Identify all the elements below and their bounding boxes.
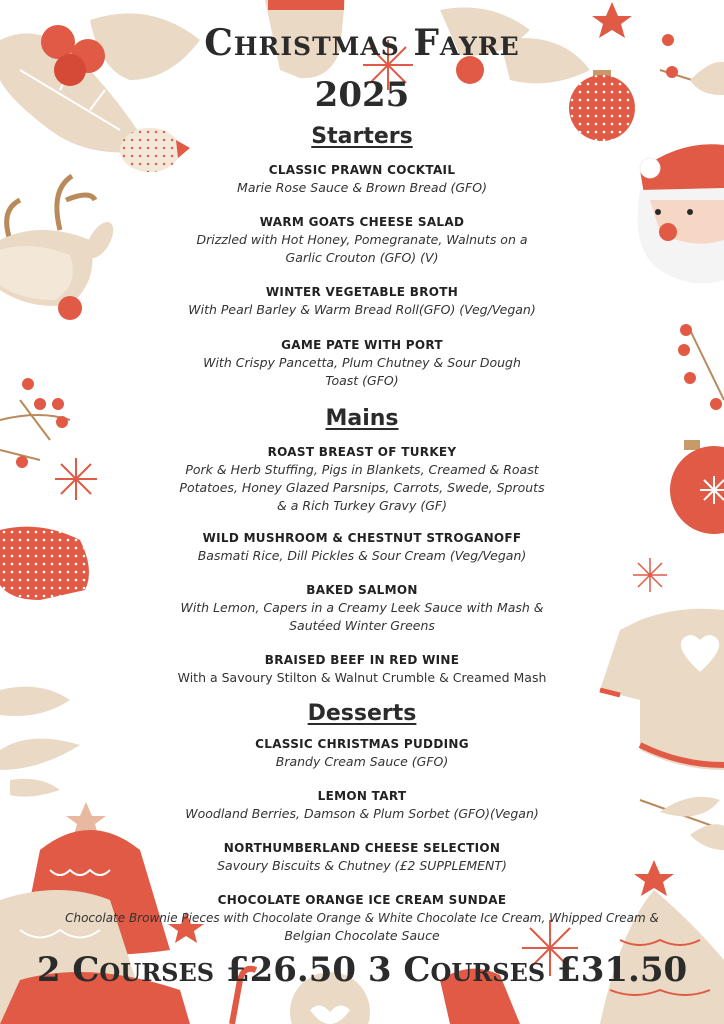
dish-description: Sautéed Winter Greens bbox=[289, 618, 435, 633]
dish-item bbox=[40, 787, 684, 823]
dish-description: Chocolate Brownie Pieces with Chocolate Orange & White Chocolate Ice Cream, Whipped Cream & bbox=[65, 911, 659, 925]
menu-title: Christmas Fayre bbox=[204, 22, 520, 64]
dish-item bbox=[40, 529, 684, 565]
dish-item bbox=[40, 839, 684, 875]
dish-item bbox=[40, 336, 684, 390]
dish-item bbox=[40, 213, 684, 267]
dish-description: Toast (GFO) bbox=[325, 373, 399, 388]
dish-item bbox=[40, 161, 684, 197]
price-summary: 2 Courses £26.50 3 Courses £31.50 bbox=[36, 950, 688, 990]
dish-name: CLASSIC PRAWN COCKTAIL bbox=[268, 163, 456, 177]
dish-description: Woodland Berries, Damson & Plum Sorbet (GFO)(Vegan) bbox=[185, 806, 539, 821]
dish-description: Drizzled with Hot Honey, Pomegranate, Walnuts on a bbox=[196, 232, 528, 247]
dish-name: WARM GOATS CHEESE SALAD bbox=[259, 215, 465, 229]
section-heading-mains: Mains bbox=[325, 406, 399, 431]
dish-item bbox=[40, 581, 684, 635]
dish-name: BAKED SALMON bbox=[306, 583, 418, 597]
dish-name: WILD MUSHROOM & CHESTNUT STROGANOFF bbox=[202, 531, 522, 545]
dish-description: & a Rich Turkey Gravy (GF) bbox=[277, 498, 447, 513]
dish-name: LEMON TART bbox=[317, 789, 407, 803]
dish-name: BRAISED BEEF IN RED WINE bbox=[264, 653, 460, 667]
dish-name: ROAST BREAST OF TURKEY bbox=[267, 445, 457, 459]
dish-description: With Lemon, Capers in a Creamy Leek Sauce with Mash & bbox=[180, 600, 544, 615]
dish-item bbox=[40, 443, 684, 515]
dish-description: With a Savoury Stilton & Walnut Crumble & Creamed Mash bbox=[177, 670, 547, 685]
dish-description: Savoury Biscuits & Chutney (£2 SUPPLEMENT) bbox=[217, 858, 507, 873]
dish-item bbox=[40, 735, 684, 771]
dish-item bbox=[40, 283, 684, 319]
dish-item bbox=[40, 651, 684, 687]
section-heading-desserts: Desserts bbox=[307, 701, 417, 726]
dish-description: Pork & Herb Stuffing, Pigs in Blankets, Creamed & Roast bbox=[185, 462, 539, 477]
dish-name: CLASSIC CHRISTMAS PUDDING bbox=[255, 737, 469, 751]
dish-description: With Pearl Barley & Warm Bread Roll(GFO) (Veg/Vegan) bbox=[188, 302, 536, 317]
dish-name: WINTER VEGETABLE BROTH bbox=[265, 285, 459, 299]
dish-name: GAME PATE WITH PORT bbox=[281, 338, 443, 352]
dish-description: Marie Rose Sauce & Brown Bread (GFO) bbox=[237, 180, 487, 195]
menu-year: 2025 bbox=[314, 75, 410, 115]
dish-name: CHOCOLATE ORANGE ICE CREAM SUNDAE bbox=[217, 893, 507, 907]
dish-name: NORTHUMBERLAND CHEESE SELECTION bbox=[223, 841, 501, 855]
dish-description: Basmati Rice, Dill Pickles & Sour Cream (Veg/Vegan) bbox=[197, 548, 527, 563]
dish-description: Potatoes, Honey Glazed Parsnips, Carrots, Swede, Sprouts bbox=[179, 480, 545, 495]
dish-item bbox=[20, 891, 704, 945]
dish-description: Garlic Crouton (GFO) (V) bbox=[285, 250, 439, 265]
dish-description: With Crispy Pancetta, Plum Chutney & Sour Dough bbox=[203, 355, 521, 370]
dish-description: Belgian Chocolate Sauce bbox=[284, 928, 440, 943]
dish-description: Brandy Cream Sauce (GFO) bbox=[275, 754, 449, 769]
section-heading-starters: Starters bbox=[311, 124, 413, 149]
